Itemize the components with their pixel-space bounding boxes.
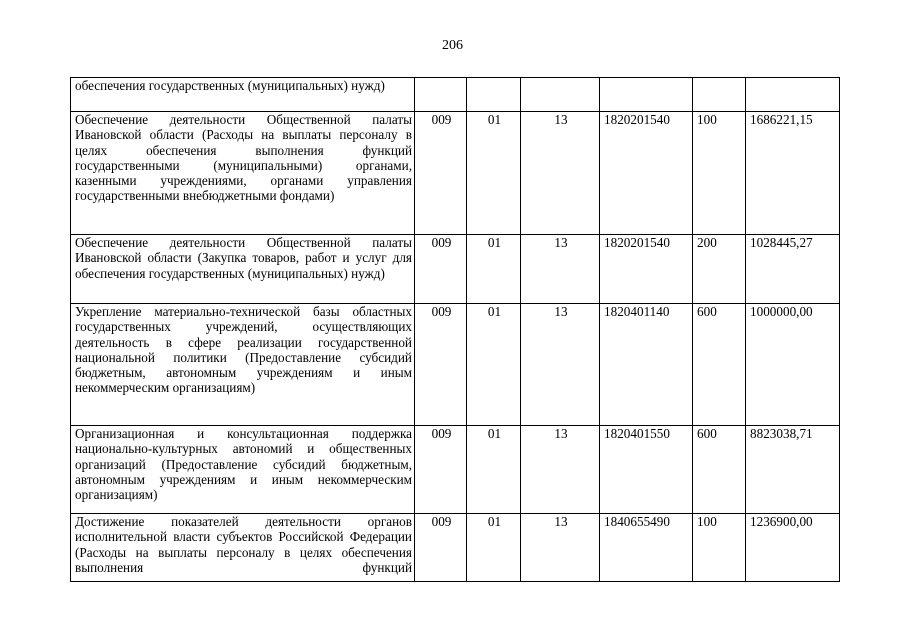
amount-cell: 1686221,15 — [746, 112, 840, 235]
row-description: Укрепление материально-технической базы областных государственных учреждений, осуществляющих деятельность в сфере реализации государственной национальной политики (Предоставление субсидий бюджетным, автономным учреждениям и иным некоммерческим организациям) — [71, 304, 415, 426]
section-cell: 01 — [467, 304, 521, 426]
page-number: 206 — [442, 38, 463, 53]
subsection-cell: 13 — [521, 514, 600, 582]
expense-type-cell — [693, 78, 746, 112]
table-row — [71, 112, 840, 235]
expense-type-cell: 600 — [693, 426, 746, 514]
row-description: обеспечения государственных (муниципальных) нужд) — [71, 78, 415, 112]
subsection-cell: 13 — [521, 304, 600, 426]
target-article-cell: 1840655490 — [600, 514, 693, 582]
amount-cell: 1236900,00 — [746, 514, 840, 582]
row-description: Обеспечение деятельности Общественной палаты Ивановской области (Расходы на выплаты персоналу в целях обеспечения выполнения функций государственными (муниципальными) органами, казенными учреждениями, органами управления государственными внебюджетными фондами) — [71, 112, 415, 235]
ministry-code-cell — [415, 78, 467, 112]
table-row — [71, 78, 840, 112]
target-article-cell: 1820201540 — [600, 235, 693, 304]
section-cell: 01 — [467, 514, 521, 582]
section-cell: 01 — [467, 235, 521, 304]
ministry-code-cell: 009 — [415, 426, 467, 514]
expense-type-cell: 600 — [693, 304, 746, 426]
target-article-cell: 1820201540 — [600, 112, 693, 235]
target-article-cell: 1820401550 — [600, 426, 693, 514]
target-article-cell: 1820401140 — [600, 304, 693, 426]
amount-cell: 8823038,71 — [746, 426, 840, 514]
section-cell: 01 — [467, 426, 521, 514]
subsection-cell: 13 — [521, 235, 600, 304]
expense-type-cell: 100 — [693, 112, 746, 235]
ministry-code-cell: 009 — [415, 235, 467, 304]
table-row — [71, 235, 840, 304]
table-row — [71, 426, 840, 514]
subsection-cell: 13 — [521, 426, 600, 514]
row-description: Обеспечение деятельности Общественной палаты Ивановской области (Закупка товаров, работ и услуг для обеспечения государственных (муниципальных) нужд) — [71, 235, 415, 304]
budget-table — [70, 77, 840, 582]
ministry-code-cell: 009 — [415, 304, 467, 426]
amount-cell — [746, 78, 840, 112]
row-description: Организационная и консультационная поддержка национально-культурных автономий и общественных организаций (Предоставление субсидий бюджетным, автономным учреждениям и иным некоммерческим организациям) — [71, 426, 415, 514]
ministry-code-cell: 009 — [415, 514, 467, 582]
table-row — [71, 304, 840, 426]
section-cell — [467, 78, 521, 112]
table-row — [71, 514, 840, 582]
expense-type-cell: 100 — [693, 514, 746, 582]
target-article-cell — [600, 78, 693, 112]
expense-type-cell: 200 — [693, 235, 746, 304]
amount-cell: 1028445,27 — [746, 235, 840, 304]
subsection-cell: 13 — [521, 112, 600, 235]
row-description: Достижение показателей деятельности органов исполнительной власти субъектов Российской Федерации (Расходы на выплаты персоналу в целях обеспечения выполнения функций — [71, 514, 415, 582]
amount-cell: 1000000,00 — [746, 304, 840, 426]
section-cell: 01 — [467, 112, 521, 235]
subsection-cell — [521, 78, 600, 112]
ministry-code-cell: 009 — [415, 112, 467, 235]
